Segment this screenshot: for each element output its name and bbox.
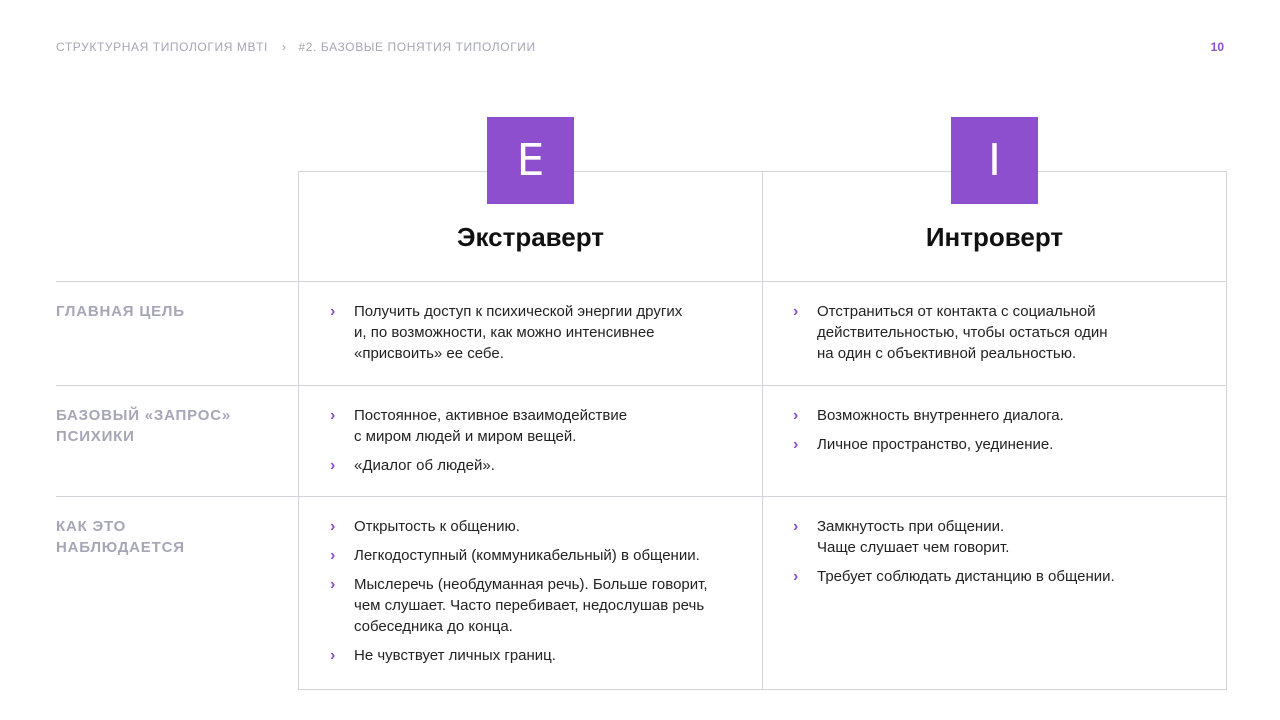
cell-main-goal-extravert — [330, 301, 750, 372]
row-divider — [56, 385, 1227, 386]
chevron-right-icon: › — [793, 303, 799, 320]
row-label-how-observed: КАК ЭТО НАБЛЮДАЕТСЯ — [56, 518, 185, 556]
extravert-title: Экстраверт — [456, 222, 605, 252]
list-item-text: Открытость к общению. — [354, 518, 520, 535]
chevron-right-icon: › — [793, 407, 799, 424]
page-number: 10 — [1210, 40, 1224, 54]
row-divider — [56, 496, 1227, 497]
list-item — [330, 574, 755, 637]
list-item-text: Получить доступ к психической энергии других и, по возможности, как можно интенсивнее «присвоить» ее себе. — [354, 303, 683, 362]
chevron-right-icon: › — [793, 568, 799, 585]
extravert-badge: E — [487, 117, 574, 204]
chevron-right-icon: › — [330, 457, 336, 474]
list-item-text: «Диалог об людей». — [354, 457, 495, 474]
list-item-text: Постоянное, активное взаимодействие с миром людей и миром вещей. — [354, 407, 628, 445]
list-item-text: Отстраниться от контакта с социальной действительностью, чтобы остаться один на один с объективной реальностью. — [817, 303, 1108, 362]
list-item-text: Требует соблюдать дистанцию в общении. — [817, 568, 1115, 585]
breadcrumb — [56, 40, 536, 54]
chevron-right-icon: › — [793, 436, 799, 453]
list-item — [793, 405, 1213, 426]
list-item-text: Замкнутость при общении. Чаще слушает чем говорит. — [817, 518, 1010, 556]
row-divider — [56, 281, 1227, 282]
list-item — [330, 405, 750, 447]
list-item-text: Возможность внутреннего диалога. — [817, 407, 1064, 424]
chevron-right-icon: › — [330, 576, 336, 593]
cell-basic-request-extravert — [330, 405, 750, 484]
list-item-text: Не чувствует личных границ. — [354, 647, 556, 664]
chevron-right-icon: › — [330, 303, 336, 320]
introvert-title: Интроверт — [925, 222, 1064, 252]
list-item — [330, 301, 750, 364]
chevron-right-icon: › — [330, 518, 336, 535]
list-item-text: Личное пространство, уединение. — [817, 436, 1054, 453]
cell-basic-request-introvert — [793, 405, 1213, 463]
list-item-text: Легкодоступный (коммуникабельный) в общении. — [354, 547, 700, 564]
chevron-right-icon: › — [330, 547, 336, 564]
cell-how-observed-introvert — [793, 516, 1213, 595]
cell-how-observed-extravert — [330, 516, 755, 674]
row-label-main-goal: ГЛАВНАЯ ЦЕЛЬ — [56, 303, 185, 320]
list-item — [330, 455, 750, 476]
list-item-text: Мыслеречь (необдуманная речь). Больше говорит, чем слушает. Часто перебивает, недослушав речь собеседника до конца. — [354, 576, 708, 635]
row-label-basic-request: БАЗОВЫЙ «ЗАПРОС» ПСИХИКИ — [56, 407, 231, 445]
list-item — [793, 434, 1213, 455]
introvert-badge: I — [951, 117, 1038, 204]
list-item — [793, 301, 1213, 364]
breadcrumb-page: #2. БАЗОВЫЕ ПОНЯТИЯ ТИПОЛОГИИ — [298, 40, 536, 54]
list-item — [793, 566, 1213, 587]
list-item — [330, 516, 755, 537]
list-item — [793, 516, 1213, 558]
list-item — [330, 545, 755, 566]
chevron-right-icon: › — [330, 407, 336, 424]
chevron-right-icon: › — [330, 647, 336, 664]
table-right-border — [1226, 171, 1227, 690]
cell-main-goal-introvert — [793, 301, 1213, 372]
chevron-right-icon: › — [281, 40, 287, 54]
chevron-right-icon: › — [793, 518, 799, 535]
list-item — [330, 645, 755, 666]
breadcrumb-section[interactable]: СТРУКТУРНАЯ ТИПОЛОГИЯ MBTI — [56, 40, 268, 54]
